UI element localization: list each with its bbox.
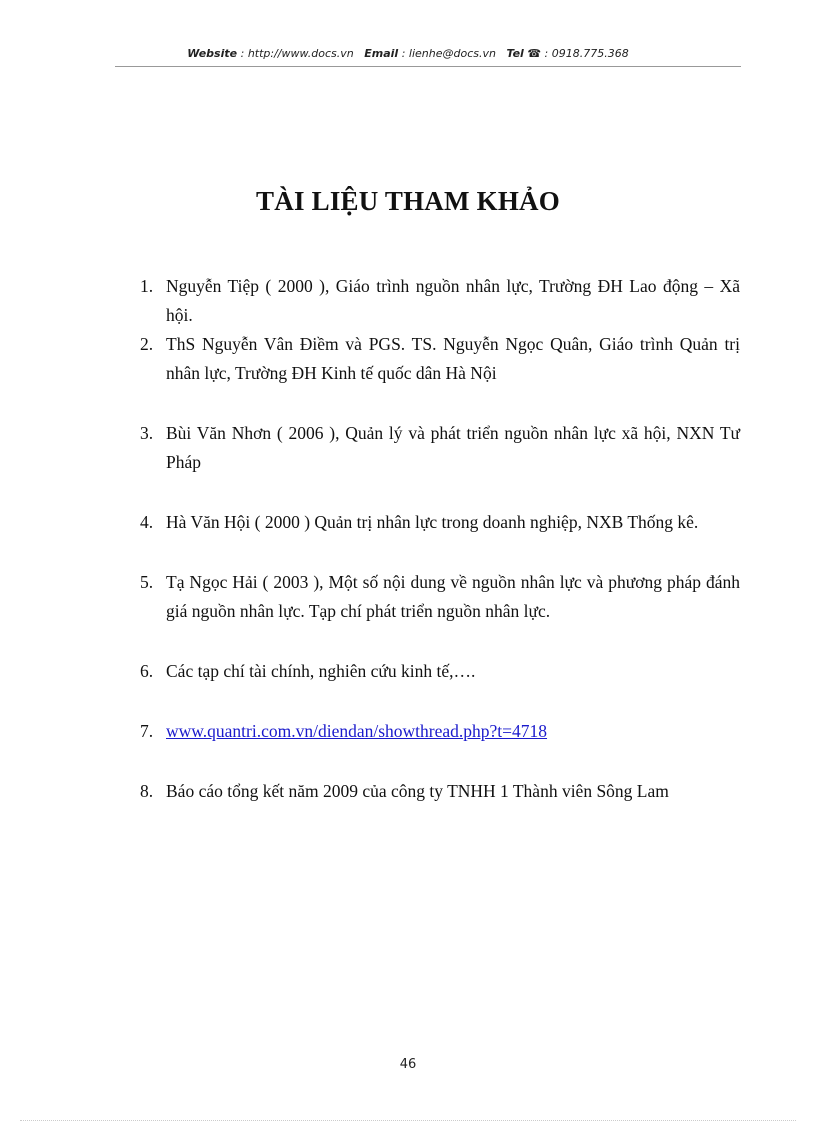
reference-item bbox=[140, 419, 740, 477]
reference-text: Báo cáo tổng kết năm 2009 của công ty TNHH 1 Thành viên Sông Lam bbox=[166, 781, 669, 801]
tel-label: Tel bbox=[506, 47, 524, 60]
reference-number: 1. bbox=[140, 276, 154, 296]
reference-item bbox=[140, 777, 740, 806]
reference-item bbox=[140, 717, 740, 746]
reference-text: Hà Văn Hội ( 2000 ) Quản trị nhân lực trong doanh nghiệp, NXB Thống kê. bbox=[166, 512, 699, 532]
reference-text: Nguyễn Tiệp ( 2000 ), Giáo trình nguồn nhân lực, Trường ĐH Lao động – Xã hội. bbox=[166, 276, 740, 325]
reference-link[interactable]: www.quantri.com.vn/diendan/showthread.php?t=4718 bbox=[166, 721, 548, 741]
website-url[interactable]: http://www.docs.vn bbox=[247, 47, 354, 60]
header-divider bbox=[115, 66, 741, 67]
reference-text: ThS Nguyễn Vân Điềm và PGS. TS. Nguyễn Ngọc Quân, Giáo trình Quản trị nhân lực, Trường ĐH Kinh tế quốc dân Hà Nội bbox=[166, 334, 740, 383]
reference-text: Tạ Ngọc Hải ( 2003 ), Một số nội dung về nguồn nhân lực và phương pháp đánh giá nguồn nhân lực. Tạp chí phát triển nguồn nhân lực. bbox=[166, 572, 740, 621]
email-label: Email bbox=[364, 47, 399, 60]
website-label: Website bbox=[187, 47, 238, 60]
page-number: 46 bbox=[399, 1057, 417, 1072]
page-header: Website : http://www.docs.vn Email : lienhe@docs.vn Tel ☎ : 0918.775.368 bbox=[187, 47, 629, 60]
reference-item bbox=[140, 330, 740, 388]
reference-number: 4. bbox=[140, 512, 154, 532]
reference-text: Các tạp chí tài chính, nghiên cứu kinh tế,…. bbox=[166, 661, 476, 681]
reference-item bbox=[140, 568, 740, 626]
reference-item bbox=[140, 657, 740, 686]
reference-number: 5. bbox=[140, 572, 154, 592]
email-address[interactable]: lienhe@docs.vn bbox=[408, 47, 496, 60]
reference-number: 8. bbox=[140, 781, 154, 801]
reference-number: 7. bbox=[140, 721, 154, 741]
reference-list bbox=[140, 272, 740, 806]
reference-number: 3. bbox=[140, 423, 154, 443]
reference-number: 2. bbox=[140, 334, 154, 354]
phone-number: 0918.775.368 bbox=[551, 47, 629, 60]
phone-icon: ☎ bbox=[527, 47, 542, 60]
reference-number: 6. bbox=[140, 661, 154, 681]
reference-item bbox=[140, 272, 740, 330]
page-title: TÀI LIỆU THAM KHẢO bbox=[256, 186, 560, 216]
reference-text: Bùi Văn Nhơn ( 2006 ), Quản lý và phát triển nguồn nhân lực xã hội, NXN Tư Pháp bbox=[166, 423, 740, 472]
page-bottom-border bbox=[20, 1120, 796, 1121]
reference-item bbox=[140, 508, 740, 537]
